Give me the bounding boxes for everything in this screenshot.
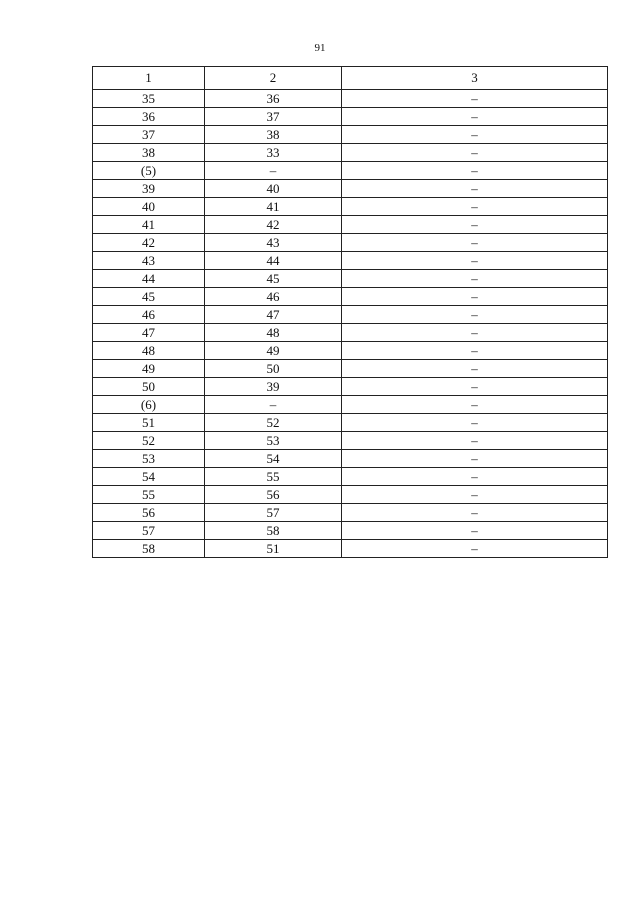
table-cell: – <box>342 288 608 306</box>
table-cell: 39 <box>93 180 205 198</box>
table-cell: 54 <box>205 450 342 468</box>
table-cell: – <box>342 90 608 108</box>
table-cell: 50 <box>205 360 342 378</box>
table-cell: 42 <box>93 234 205 252</box>
table-cell: 51 <box>205 540 342 558</box>
table-cell: 51 <box>93 414 205 432</box>
table-cell: (6) <box>93 396 205 414</box>
table-cell: 44 <box>205 252 342 270</box>
table-cell: 35 <box>93 90 205 108</box>
table-row <box>93 216 608 234</box>
table-row <box>93 288 608 306</box>
table-row <box>93 378 608 396</box>
table-cell: – <box>342 180 608 198</box>
table-cell: 44 <box>93 270 205 288</box>
table-cell: 48 <box>93 342 205 360</box>
table-body <box>93 90 608 558</box>
table-cell: – <box>342 306 608 324</box>
table-cell: 49 <box>93 360 205 378</box>
table-cell: – <box>342 522 608 540</box>
table-cell: 45 <box>93 288 205 306</box>
table-row <box>93 270 608 288</box>
table-cell: 45 <box>205 270 342 288</box>
table-cell: 39 <box>205 378 342 396</box>
table-cell: – <box>205 396 342 414</box>
table-cell: 36 <box>93 108 205 126</box>
table-row <box>93 396 608 414</box>
table-cell: – <box>342 450 608 468</box>
table-cell: 52 <box>205 414 342 432</box>
table-row <box>93 306 608 324</box>
table-cell: (5) <box>93 162 205 180</box>
table-cell: 53 <box>93 450 205 468</box>
column-header-2: 2 <box>205 67 342 90</box>
table-cell: 57 <box>205 504 342 522</box>
table-cell: – <box>342 486 608 504</box>
table-cell: 56 <box>205 486 342 504</box>
table-cell: 41 <box>93 216 205 234</box>
table-cell: – <box>342 324 608 342</box>
table-cell: 48 <box>205 324 342 342</box>
table-cell: 43 <box>93 252 205 270</box>
table-cell: 54 <box>93 468 205 486</box>
table-cell: – <box>342 396 608 414</box>
table-cell: – <box>342 504 608 522</box>
table-cell: 33 <box>205 144 342 162</box>
table-cell: 50 <box>93 378 205 396</box>
table-row <box>93 198 608 216</box>
table-row <box>93 504 608 522</box>
table-cell: 49 <box>205 342 342 360</box>
table-cell: – <box>342 198 608 216</box>
table-cell: 47 <box>205 306 342 324</box>
table-cell: 37 <box>205 108 342 126</box>
table-cell: 43 <box>205 234 342 252</box>
table-row <box>93 468 608 486</box>
table-row <box>93 342 608 360</box>
table-row <box>93 90 608 108</box>
table-cell: – <box>342 126 608 144</box>
table-cell: 37 <box>93 126 205 144</box>
table-cell: – <box>342 360 608 378</box>
table-cell: 55 <box>205 468 342 486</box>
table-cell: – <box>342 270 608 288</box>
table-row <box>93 450 608 468</box>
table-row <box>93 162 608 180</box>
table-row <box>93 108 608 126</box>
table-row <box>93 540 608 558</box>
table-cell: 38 <box>93 144 205 162</box>
table-cell: – <box>342 342 608 360</box>
table-row <box>93 252 608 270</box>
table-cell: 47 <box>93 324 205 342</box>
table-row <box>93 432 608 450</box>
table-cell: – <box>342 378 608 396</box>
table-cell: 53 <box>205 432 342 450</box>
table-cell: – <box>342 162 608 180</box>
table-row <box>93 486 608 504</box>
page-number: 91 <box>314 42 326 54</box>
table-cell: 38 <box>205 126 342 144</box>
table-cell: 40 <box>93 198 205 216</box>
table-cell: – <box>342 540 608 558</box>
header-row <box>93 67 608 90</box>
table-row <box>93 234 608 252</box>
table-row <box>93 144 608 162</box>
table-cell: 58 <box>205 522 342 540</box>
table-cell: – <box>342 468 608 486</box>
table-row <box>93 324 608 342</box>
table-cell: 55 <box>93 486 205 504</box>
table-row <box>93 126 608 144</box>
table-cell: 42 <box>205 216 342 234</box>
column-header-3: 3 <box>342 67 608 90</box>
table-cell: – <box>205 162 342 180</box>
table-cell: 52 <box>93 432 205 450</box>
table-row <box>93 180 608 198</box>
table-cell: 57 <box>93 522 205 540</box>
table-cell: 46 <box>93 306 205 324</box>
table-cell: 46 <box>205 288 342 306</box>
table-cell: – <box>342 108 608 126</box>
table-header <box>93 67 608 90</box>
table-cell: – <box>342 216 608 234</box>
table-row <box>93 522 608 540</box>
table-cell: 36 <box>205 90 342 108</box>
table-row <box>93 414 608 432</box>
table-cell: – <box>342 432 608 450</box>
table-cell: – <box>342 144 608 162</box>
table-cell: 41 <box>205 198 342 216</box>
table-cell: 40 <box>205 180 342 198</box>
table-cell: 56 <box>93 504 205 522</box>
column-header-1: 1 <box>93 67 205 90</box>
table-cell: – <box>342 234 608 252</box>
data-table <box>92 66 608 558</box>
table-cell: – <box>342 414 608 432</box>
table-row <box>93 360 608 378</box>
table-cell: 58 <box>93 540 205 558</box>
table-cell: – <box>342 252 608 270</box>
